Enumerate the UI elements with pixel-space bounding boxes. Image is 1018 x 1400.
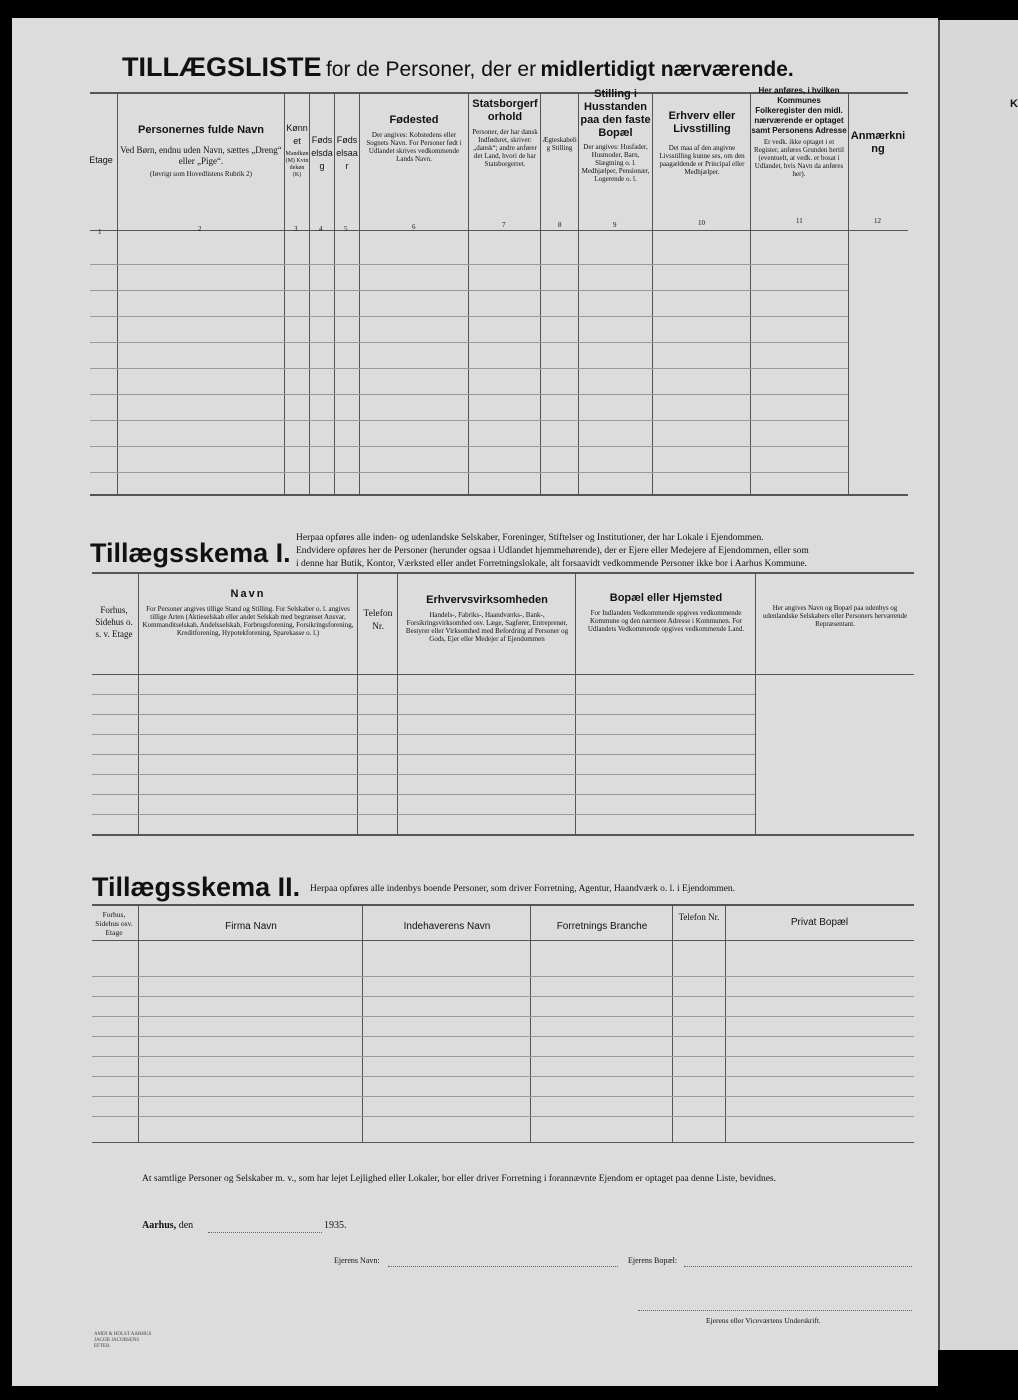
col-stilling-header: Stilling i Husstanden paa den faste Bopæl Der angives: Husfader, Husmoder, Barn, Slægtning o. l. Medhjælper, Pensionær, Logerende o. l.	[580, 88, 651, 183]
col-num-1: 1	[98, 228, 102, 236]
col-folkeregister-header: Her anføres, i hvilken Kommunes Folkeregister den midl. nærværende er optaget samt Personens Adresse Er vedk. ikke optaget i et Register, anføres Grunden hertil (eventuelt, at vedk. er bosat i Udlandet, hvis Navn da anføres her).	[751, 86, 847, 178]
s2-col-branche-header: Forretnings Branche	[556, 921, 648, 932]
col-foedselsdag-header: Fødselsdag	[311, 135, 333, 171]
date-field[interactable]	[208, 1232, 322, 1233]
col-statsborger-header: Statsborgerforhold Personer, der har dansk Indfødsret, skriver: „dansk“; andre anfører det Land, hvori de har Statsborgerret.	[472, 98, 538, 168]
year-label: 1935.	[324, 1220, 347, 1231]
owner-name-label: Ejerens Navn:	[334, 1256, 380, 1265]
skema2-description: Herpaa opføres alle indenbys boende Personer, som driver Forretning, Agentur, Haandværk o. l. i Ejendommen.	[310, 884, 736, 894]
owner-address-field[interactable]	[684, 1266, 912, 1267]
date-line: Aarhus, den	[142, 1220, 194, 1231]
col-foedselsaar-header: Fødselsaar	[336, 135, 358, 171]
col-num-5: 5	[344, 225, 348, 233]
col-aegteskab-header: Ægteskabelig Stilling	[542, 136, 577, 152]
skema2-title: Tillægsskema II.	[92, 872, 301, 902]
skema1-description: Herpaa opføres alle inden- og udenlandske Selskaber, Foreninger, Stiftelser og Institutioner, der har Lokale i Ejendommen. Endvidere opføres her de Personer (herunder ogsaa i Udlandet hjemmehørende), der er Ejere eller Medejere af Ejendommen, eller som i denne har Butik, Kontor, Værksted eller andet Forretningslokale, alt forsaavidt vedkommende Personer ikke bor i Aarhus Kommune.	[296, 533, 809, 569]
s2-col-telefon-header: Telefon Nr.	[678, 912, 720, 922]
s1-col-repraesentant-header: Her angives Navn og Bopæl paa udenbys og udenlandske Selskabers eller Personers herværende Repræsentant.	[762, 604, 908, 628]
s2-col-bopael-header: Privat Bopæl	[790, 917, 849, 928]
s2-col-firma-header: Firma Navn	[225, 921, 277, 932]
s1-col-erhverv-header: Erhvervsvirksomheden Handels-, Fabriks-, Haandværks-, Bank-, Forsikringsvirksomhed osv. Læge, Sagfører, Entreprenør, Bestyrer eller Virksomhed med Befordring af Personer og Gods, Ejer eller Medejer af Ejendommen	[405, 594, 569, 643]
printer-imprint: AMDI & HOLST AARHUS JACOB JACOBSENS EFTER.	[94, 1332, 152, 1349]
col-erhverv-header: Erhverv eller Livsstilling Det maa af den angivne Livsstilling kunne ses, om den paagældende er Principal eller Medhjælper.	[659, 110, 745, 176]
col-etage-header: Etage	[89, 155, 113, 165]
s2-col-etage-header: Forhus, Sidehus osv. Etage	[95, 910, 133, 937]
owner-name-field[interactable]	[388, 1266, 618, 1267]
declaration-text: At samtlige Personer og Selskaber m. v., som har lejet Lejlighed eller Lokaler, bor eller driver Forretning i forannævnte Ejendom er optaget paa denne Liste, bevidnes.	[142, 1174, 776, 1184]
col-num-3: 3	[294, 225, 298, 233]
col-num-6: 6	[412, 223, 416, 231]
col-navn-header: Personernes fulde Navn Ved Børn, endnu uden Navn, sættes „Dreng“ eller „Pige“. (Iøvrigt som Hovedlistens Rubrik 2)	[120, 124, 282, 178]
skema1-title: Tillægsskema I.	[90, 538, 291, 568]
col-num-2: 2	[198, 225, 202, 233]
signature-label: Ejerens eller Viceværtens Underskrift.	[706, 1316, 821, 1325]
s1-col-etage-header: Forhus, Sidehus o. s. v. Etage	[95, 605, 133, 639]
col-num-9: 9	[613, 221, 617, 229]
col-foedested-header: Fødested Der angives: Kobstedens eller Sognets Navn. For Personer født i Udlandet skrives vedkommende Lands Navn.	[366, 114, 462, 163]
owner-address-label: Ejerens Bopæl:	[628, 1256, 678, 1265]
signature-field[interactable]	[638, 1310, 912, 1311]
adjacent-page-fragment: K	[1010, 98, 1018, 110]
col-num-10: 10	[698, 219, 705, 227]
col-koen-header: Kønnet Mandkøn (M) Kvindekøn (K)	[285, 123, 309, 178]
s1-col-bopael-header: Bopæl eller Hjemsted For Indlandets Vedkommende opgives vedkommende Kommune og den nærmere Adresse i Kommunen. For Udlandets Vedkommende opgives vedkommende Land.	[587, 592, 745, 633]
s2-col-indehaver-header: Indehaverens Navn	[403, 921, 491, 932]
form-page	[12, 18, 938, 1386]
col-num-4: 4	[319, 225, 323, 233]
s1-col-telefon-header: Telefon Nr.	[363, 609, 393, 632]
col-num-7: 7	[502, 221, 506, 229]
col-num-8: 8	[558, 221, 562, 229]
col-num-11: 11	[796, 217, 803, 225]
s1-col-navn-header: Navn For Personer angives tillige Stand og Stilling. For Selskaber o. l. angives tillige Arten (Aktieselskab eller andet Selskab med begrænset Ansvar, Kommanditselskab, Andelsselskab, Forbrugsforening, Forsikringsforening, Kreditforening, Hypotekforening, Sparekasse o. l.)	[142, 588, 354, 637]
adjacent-page	[938, 20, 1018, 1350]
col-anmaerkning-header: Anmærkning	[850, 130, 906, 155]
col-num-12: 12	[874, 217, 881, 225]
main-title: TILLÆGSLISTE for de Personer, der er midlertidigt nærværende.	[122, 52, 794, 82]
